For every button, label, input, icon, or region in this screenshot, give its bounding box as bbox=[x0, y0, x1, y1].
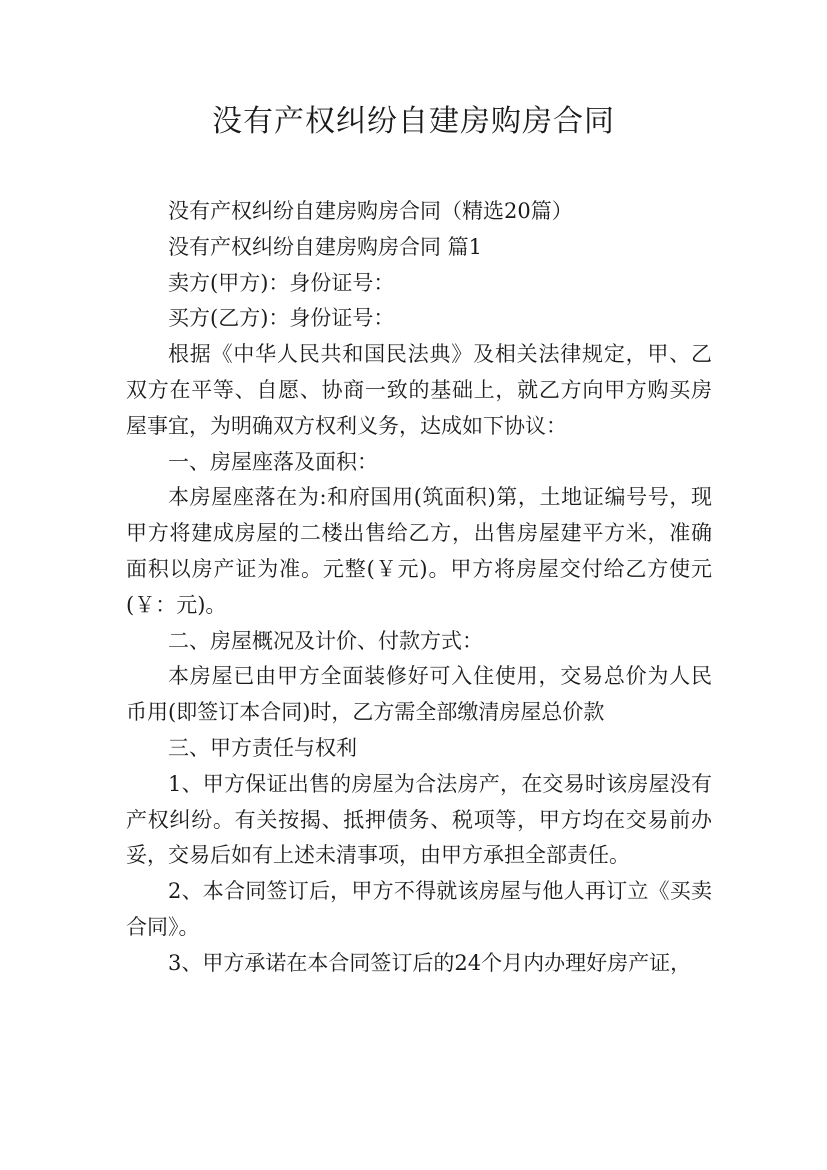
paragraph-location: 本房屋座落在为:和府国用(筑面积)第，土地证编号号，现甲方将建成房屋的二楼出售给乙方，出售房屋建平方米，准确面积以房产证为准。元整(￥元)。甲方将房屋交付给乙方使元(￥：元)。 bbox=[126, 485, 712, 617]
section-heading-location: 一、房屋座落及面积： bbox=[168, 449, 378, 474]
paragraph-pricing: 本房屋已由甲方全面装修好可入住使用，交易总价为人民币用(即签订本合同)时，乙方需全部缴清房屋总价款 bbox=[126, 664, 712, 725]
paragraph-buyer: 买方(乙方)：身份证号： bbox=[168, 306, 395, 331]
clause-2: 2、本合同签订后，甲方不得就该房屋与他人再订立《买卖合同》。 bbox=[126, 879, 712, 939]
clause-1: 1、甲方保证出售的房屋为合法房产，在交易时该房屋没有产权纠纷。有关按揭、抵押债务、税项等，甲方均在交易前办妥，交易后如有上述未清事项，由甲方承担全部责任。 bbox=[126, 771, 712, 868]
section-heading-pricing: 二、房屋概况及计价、付款方式： bbox=[168, 628, 483, 653]
document-title: 没有产权纠纷自建房购房合同 bbox=[212, 104, 615, 139]
document-body bbox=[126, 194, 712, 982]
paragraph-part-heading: 没有产权纠纷自建房购房合同 篇1 bbox=[168, 234, 483, 259]
paragraph-preamble: 根据《中华人民共和国民法典》及相关法律规定，甲、乙双方在平等、自愿、协商一致的基础上，就乙方向甲方购买房屋事宜，为明确双方权利义务，达成如下协议： bbox=[126, 342, 712, 438]
paragraph-seller: 卖方(甲方)：身份证号： bbox=[168, 270, 395, 295]
clause-3: 3、甲方承诺在本合同签订后的24个月内办理好房产证， bbox=[168, 950, 692, 975]
paragraph-collection-title: 没有产权纠纷自建房购房合同（精选20篇） bbox=[168, 199, 573, 223]
section-heading-seller-duties: 三、甲方责任与权利 bbox=[168, 735, 357, 760]
